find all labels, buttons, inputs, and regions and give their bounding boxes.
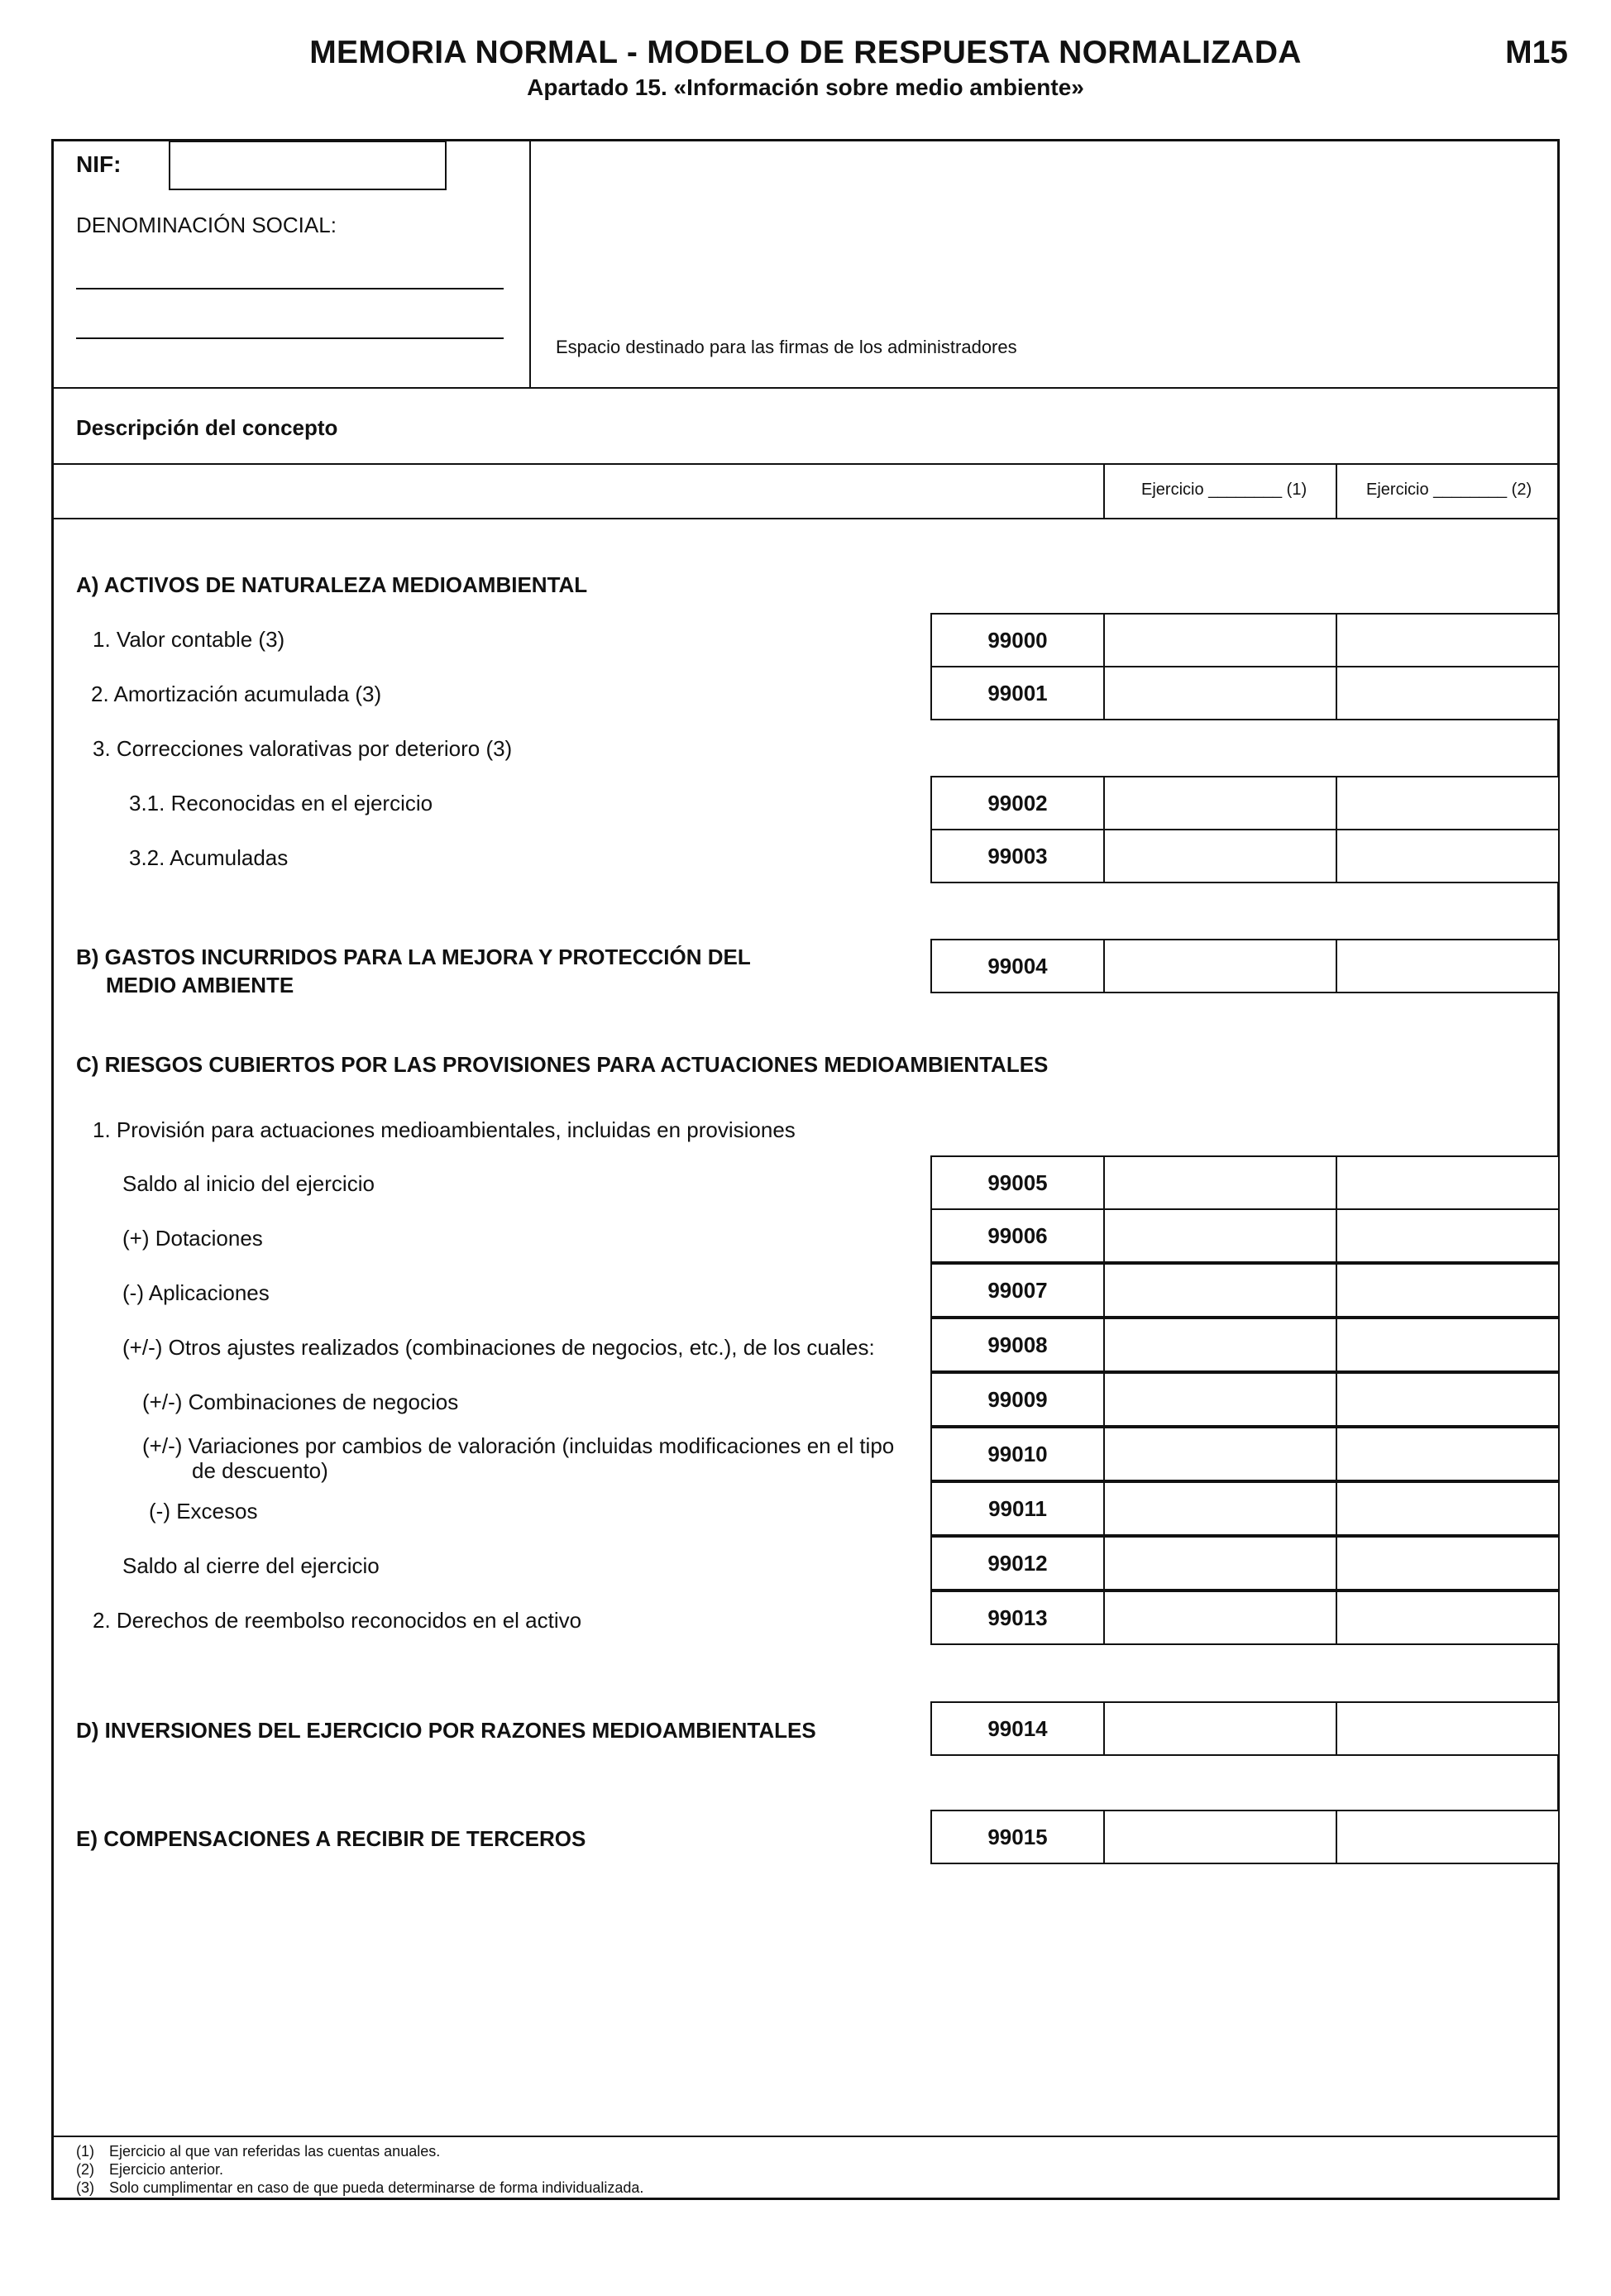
value-cell-col1[interactable] xyxy=(1103,939,1337,993)
row-code: 99007 xyxy=(930,1263,1105,1318)
row-label: (+) Dotaciones xyxy=(122,1226,263,1251)
row-label: (-) Aplicaciones xyxy=(122,1280,270,1305)
section-a-title: A) ACTIVOS DE NATURALEZA MEDIOAMBIENTAL xyxy=(76,572,588,597)
row-code: 99003 xyxy=(930,829,1105,883)
divider-id-bottom xyxy=(51,387,1560,389)
value-input[interactable] xyxy=(1337,1374,1558,1425)
value-input[interactable] xyxy=(1105,1210,1336,1261)
value-cell-col2[interactable] xyxy=(1336,1427,1560,1481)
col2-header: Ejercicio ________ (2) xyxy=(1366,481,1532,499)
value-input[interactable] xyxy=(1337,615,1558,666)
value-cell-col2[interactable] xyxy=(1336,1208,1560,1263)
value-cell-col2[interactable] xyxy=(1336,666,1560,720)
value-input[interactable] xyxy=(1337,1157,1558,1208)
value-cell-col2[interactable] xyxy=(1336,1810,1560,1864)
row-code: 99001 xyxy=(930,666,1105,720)
divider-concept-bottom xyxy=(51,463,1560,465)
value-cell-col1[interactable] xyxy=(1103,1427,1337,1481)
value-input[interactable] xyxy=(1105,615,1336,666)
footnote-2: (2) Ejercicio anterior. xyxy=(76,2161,224,2178)
value-cell-col1[interactable] xyxy=(1103,1263,1337,1318)
value-input[interactable] xyxy=(1105,1428,1336,1480)
nif-field[interactable] xyxy=(169,141,447,190)
value-input[interactable] xyxy=(1105,830,1336,882)
value-input[interactable] xyxy=(1337,777,1558,829)
nif-input[interactable] xyxy=(170,142,445,189)
page-subtitle: Apartado 15. «Información sobre medio ambiente» xyxy=(527,74,1084,100)
footnote-1: (1) Ejercicio al que van referidas las cuentas anuales. xyxy=(76,2143,441,2160)
value-input[interactable] xyxy=(1337,1483,1558,1534)
value-input[interactable] xyxy=(1337,830,1558,882)
row-label: 2. Amortización acumulada (3) xyxy=(91,682,382,706)
value-cell-col1[interactable] xyxy=(1103,1701,1337,1756)
value-input[interactable] xyxy=(1105,1811,1336,1863)
row-label: (+/-) Combinaciones de negocios xyxy=(142,1390,459,1414)
row-code: 99008 xyxy=(930,1318,1105,1372)
row-code: 99004 xyxy=(930,939,1105,993)
value-cell-col2[interactable] xyxy=(1336,1481,1560,1536)
row-code: 99015 xyxy=(930,1810,1105,1864)
row-code: 99006 xyxy=(930,1208,1105,1263)
value-input[interactable] xyxy=(1337,1592,1558,1643)
col1-header: Ejercicio ________ (1) xyxy=(1141,481,1307,499)
value-input[interactable] xyxy=(1105,1265,1336,1316)
row-label: 3. Correcciones valorativas por deterioro (3) xyxy=(93,736,513,761)
denominacion-label: DENOMINACIÓN SOCIAL: xyxy=(76,213,337,237)
value-input[interactable] xyxy=(1337,1811,1558,1863)
value-cell-col2[interactable] xyxy=(1336,829,1560,883)
col2-header-divider xyxy=(1336,463,1337,518)
section-b-title-cont: MEDIO AMBIENTE xyxy=(106,973,294,997)
value-input[interactable] xyxy=(1337,1703,1558,1754)
value-input[interactable] xyxy=(1105,1319,1336,1370)
value-input[interactable] xyxy=(1337,1428,1558,1480)
value-cell-col2[interactable] xyxy=(1336,1590,1560,1645)
row-label: Saldo al inicio del ejercicio xyxy=(122,1171,375,1196)
row-label: Saldo al cierre del ejercicio xyxy=(122,1553,380,1578)
value-cell-col1[interactable] xyxy=(1103,1372,1337,1427)
value-cell-col2[interactable] xyxy=(1336,1318,1560,1372)
section-d-title: D) INVERSIONES DEL EJERCICIO POR RAZONES MEDIOAMBIENTALES xyxy=(76,1718,816,1743)
row-label-cont: de descuento) xyxy=(192,1458,328,1483)
col1-header-divider xyxy=(1103,463,1105,518)
value-cell-col1[interactable] xyxy=(1103,613,1337,667)
row-code: 99011 xyxy=(930,1481,1105,1536)
row-label: 2. Derechos de reembolso reconocidos en el activo xyxy=(93,1608,582,1633)
value-input[interactable] xyxy=(1105,1703,1336,1754)
footnotes xyxy=(76,2142,643,2197)
value-input[interactable] xyxy=(1337,1319,1558,1370)
value-input[interactable] xyxy=(1105,1538,1336,1589)
value-cell-col2[interactable] xyxy=(1336,1372,1560,1427)
row-label: (+/-) Variaciones por cambios de valoración (incluidas modificaciones en el tipo xyxy=(142,1433,895,1458)
value-cell-col1[interactable] xyxy=(1103,666,1337,720)
value-cell-col1[interactable] xyxy=(1103,1155,1337,1210)
section-c-title: C) RIESGOS CUBIERTOS POR LAS PROVISIONES PARA ACTUACIONES MEDIOAMBIENTALES xyxy=(76,1052,1049,1077)
value-cell-col1[interactable] xyxy=(1103,1536,1337,1590)
row-label: 1. Valor contable (3) xyxy=(93,627,285,652)
value-cell-col2[interactable] xyxy=(1336,613,1560,667)
row-label: 3.2. Acumuladas xyxy=(129,845,289,870)
value-input[interactable] xyxy=(1105,777,1336,829)
section-e-title: E) COMPENSACIONES A RECIBIR DE TERCEROS xyxy=(76,1826,586,1851)
value-cell-col1[interactable] xyxy=(1103,1810,1337,1864)
value-cell-col2[interactable] xyxy=(1336,776,1560,830)
value-cell-col1[interactable] xyxy=(1103,1590,1337,1645)
value-input[interactable] xyxy=(1337,1210,1558,1261)
section-b-title: B) GASTOS INCURRIDOS PARA LA MEJORA Y PROTECCIÓN DEL xyxy=(76,945,751,969)
row-code: 99000 xyxy=(930,613,1105,667)
row-code: 99002 xyxy=(930,776,1105,830)
value-cell-col1[interactable] xyxy=(1103,1208,1337,1263)
value-input[interactable] xyxy=(1105,667,1336,719)
value-input[interactable] xyxy=(1105,1374,1336,1425)
divider-header-bottom xyxy=(51,518,1560,519)
value-input[interactable] xyxy=(1337,940,1558,992)
row-label: 3.1. Reconocidas en el ejercicio xyxy=(129,791,433,816)
row-code: 99013 xyxy=(930,1590,1105,1645)
value-cell-col1[interactable] xyxy=(1103,776,1337,830)
value-cell-col1[interactable] xyxy=(1103,829,1337,883)
value-cell-col2[interactable] xyxy=(1336,1263,1560,1318)
form-code: M15 xyxy=(1505,35,1568,70)
footnote-3: (3) Solo cumplimentar en caso de que pueda determinarse de forma individualizada. xyxy=(76,2179,644,2196)
row-code: 99012 xyxy=(930,1536,1105,1590)
row-code: 99014 xyxy=(930,1701,1105,1756)
page-title: MEMORIA NORMAL - MODELO DE RESPUESTA NORMALIZADA xyxy=(309,35,1302,70)
row-label: 1. Provisión para actuaciones medioambientales, incluidas en provisiones xyxy=(93,1117,796,1142)
value-input[interactable] xyxy=(1105,940,1336,992)
denominacion-line-2[interactable] xyxy=(76,337,504,339)
concept-header: Descripción del concepto xyxy=(76,415,338,440)
value-input[interactable] xyxy=(1337,1538,1558,1589)
row-code: 99009 xyxy=(930,1372,1105,1427)
value-cell-col2[interactable] xyxy=(1336,1155,1560,1210)
value-input[interactable] xyxy=(1105,1592,1336,1643)
nif-label: NIF: xyxy=(76,151,122,177)
value-input[interactable] xyxy=(1337,667,1558,719)
value-cell-col2[interactable] xyxy=(1336,1536,1560,1590)
value-input[interactable] xyxy=(1105,1483,1336,1534)
value-input[interactable] xyxy=(1105,1157,1336,1208)
value-cell-col2[interactable] xyxy=(1336,1701,1560,1756)
value-cell-col2[interactable] xyxy=(1336,939,1560,993)
denominacion-line-1[interactable] xyxy=(76,288,504,289)
value-cell-col1[interactable] xyxy=(1103,1481,1337,1536)
divider-footnotes xyxy=(51,2136,1560,2137)
row-code: 99005 xyxy=(930,1155,1105,1210)
value-input[interactable] xyxy=(1337,1265,1558,1316)
row-label: (+/-) Otros ajustes realizados (combinaciones de negocios, etc.), de los cuales: xyxy=(122,1335,875,1360)
value-cell-col1[interactable] xyxy=(1103,1318,1337,1372)
id-divider xyxy=(529,139,531,387)
row-label: (-) Excesos xyxy=(149,1499,258,1523)
signature-area-label: Espacio destinado para las firmas de los administradores xyxy=(556,337,1017,357)
row-code: 99010 xyxy=(930,1427,1105,1481)
